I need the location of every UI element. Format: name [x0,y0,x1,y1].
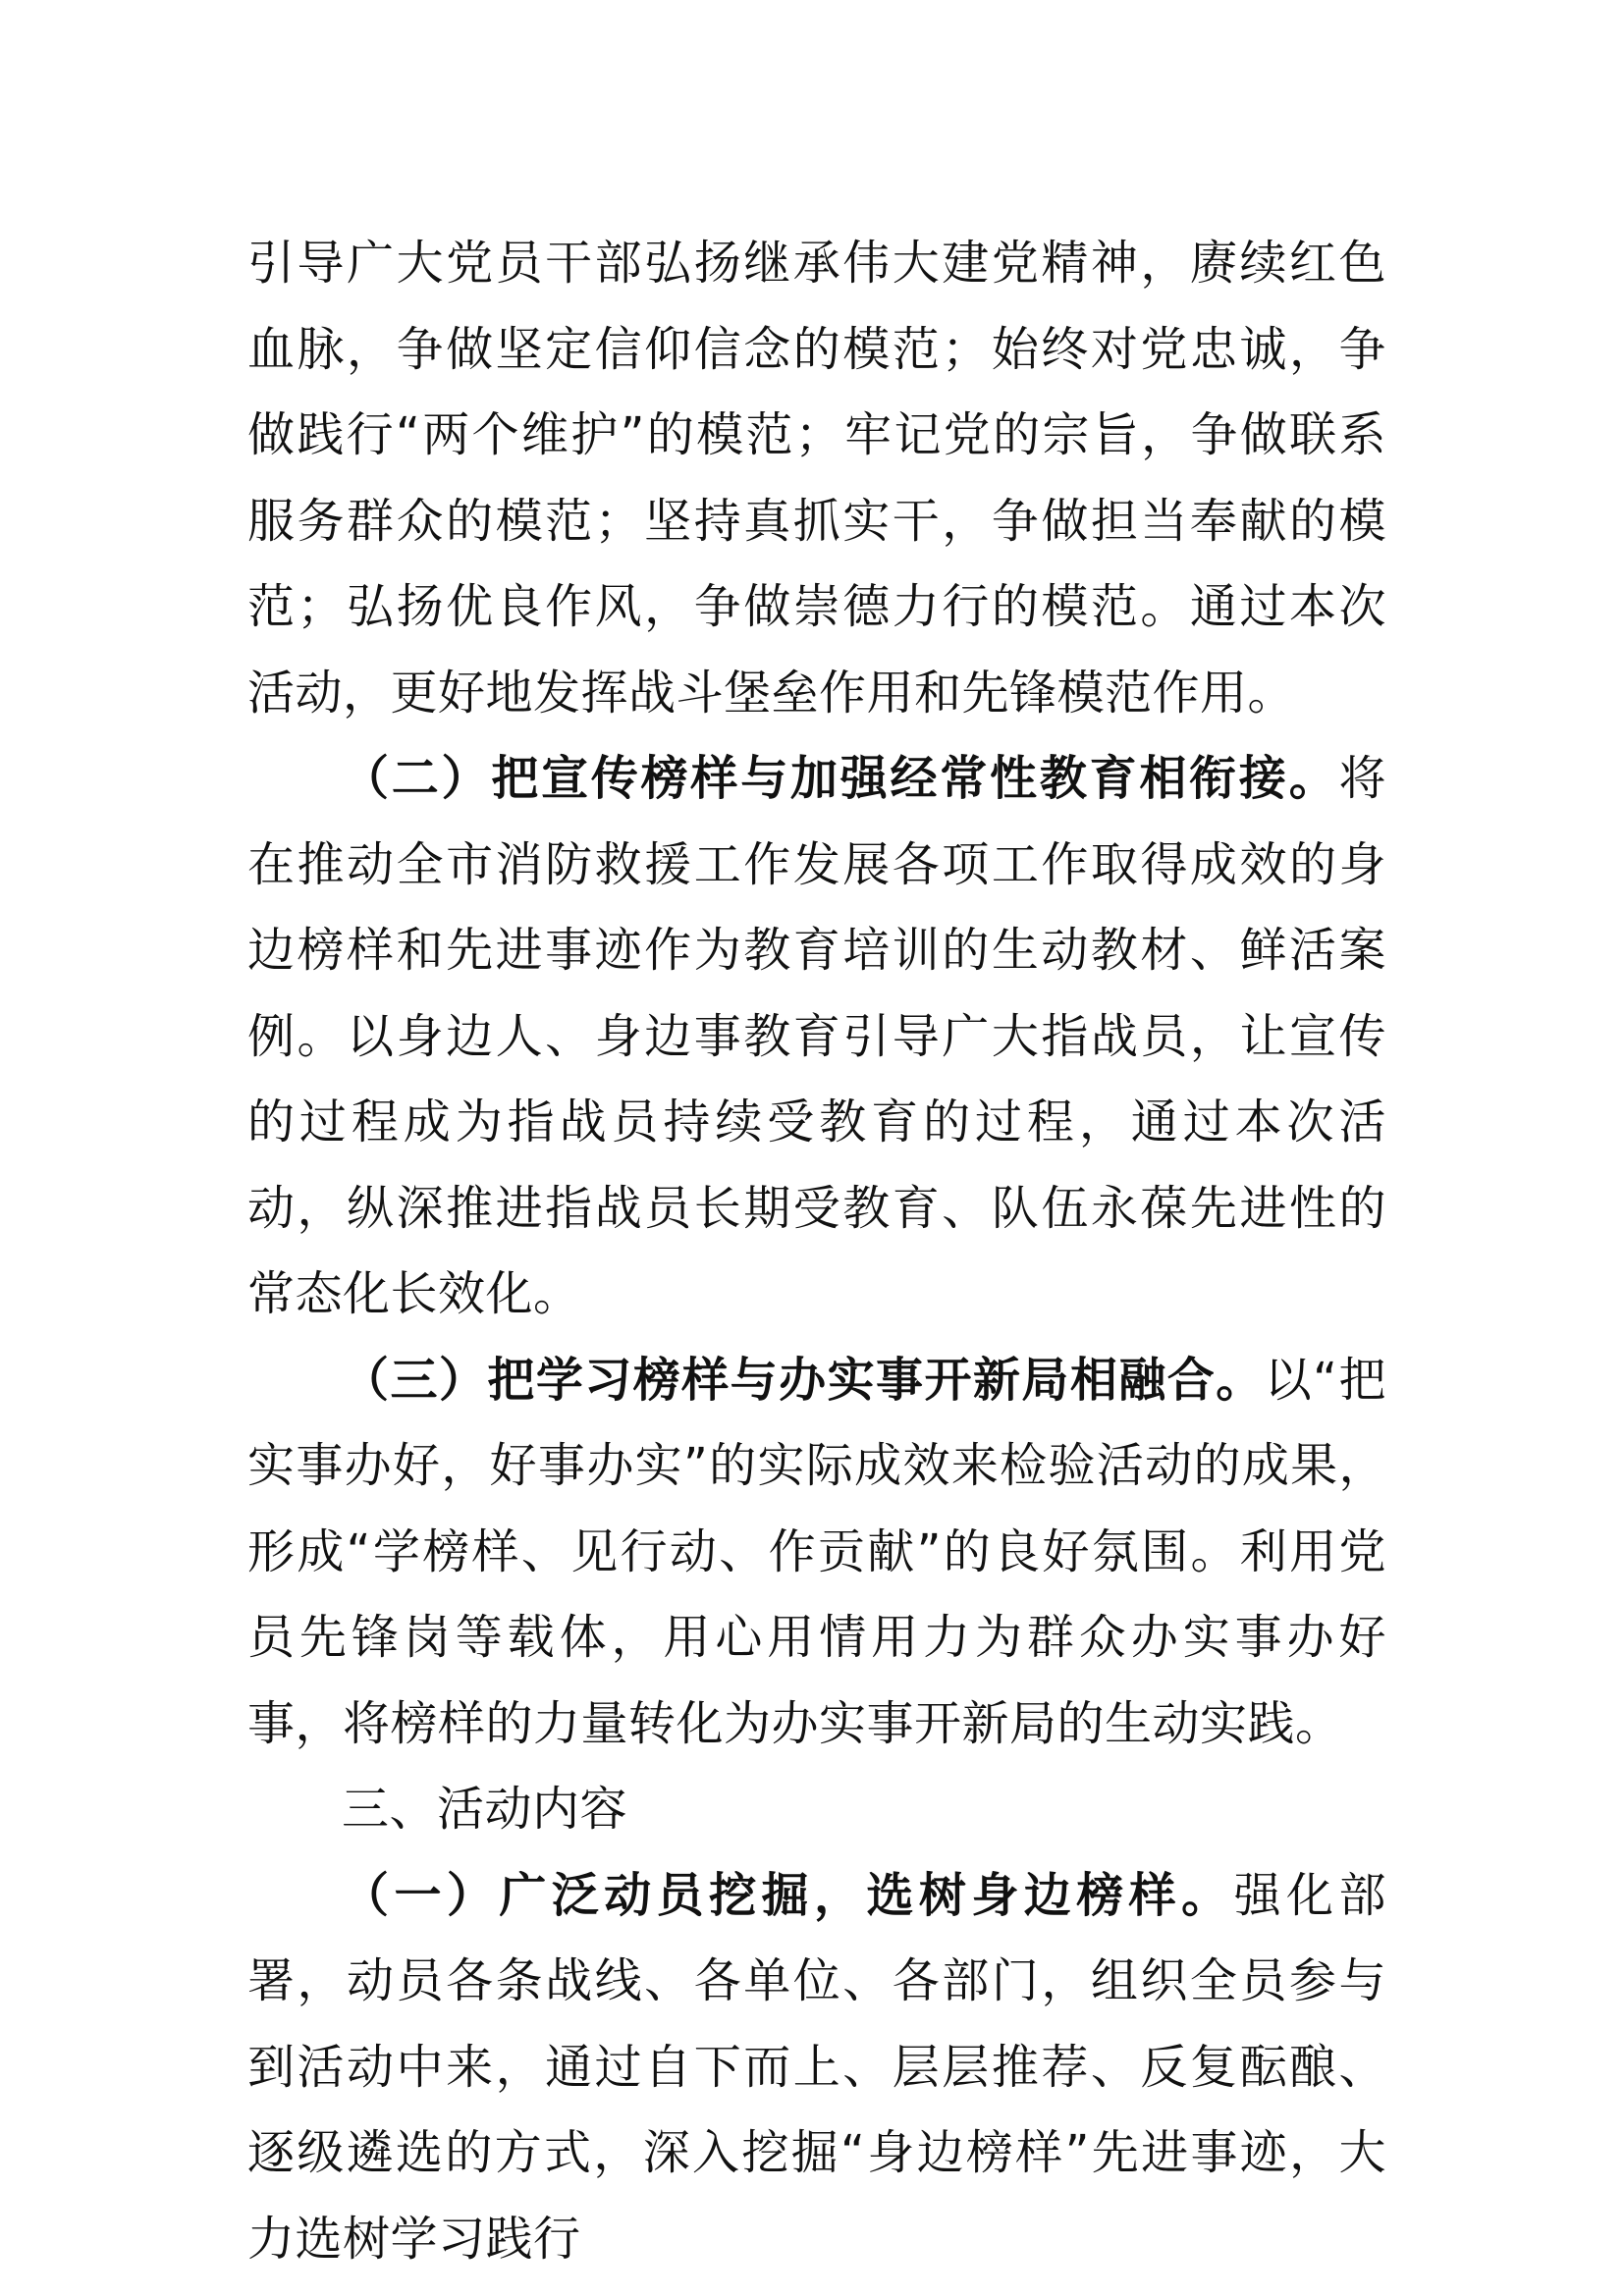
paragraph-text: 将在推动全市消防救援工作发展各项工作取得成效的身边榜样和先进事迹作为教育培训的生动教材、鲜活案例。以身边人、身边事教育引导广大指战员，让宣传的过程成为指战员持续受教育的过程，通过本次活动，纵深推进指战员长期受教育、队伍永葆先进性的常态化长效化。 [247,751,1386,1321]
document-body [247,221,1386,2282]
paragraph-heading-bold: （二）把宣传榜样与加强经常性教育相衔接。 [342,751,1339,806]
paragraph-learning-models [247,1338,1386,1768]
paragraph-mobilize-discover [247,1853,1386,2283]
section-heading-activity-content [247,1767,1386,1853]
paragraph-text: 引导广大党员干部弘扬继承伟大建党精神，赓续红色血脉，争做坚定信仰信念的模范；始终对党忠诚，争做践行“两个维护”的模范；牢记党的宗旨，争做联系服务群众的模范；坚持真抓实干，争做担当奉献的模范；弘扬优良作风，争做崇德力行的模范。通过本次活动，更好地发挥战斗堡垒作用和先锋模范作用。 [247,236,1386,721]
paragraph-continuation [247,221,1386,736]
paragraph-text: 以“把实事办好，好事办实”的实际成效来检验活动的成果，形成“学榜样、见行动、作贡献”的良好氛围。利用党员先锋岗等载体，用心用情用力为群众办实事办好事，将榜样的力量转化为办实事开新局的生动实践。 [247,1352,1386,1751]
paragraph-heading-bold: （三）把学习榜样与办实事开新局相融合。 [342,1352,1265,1408]
paragraph-heading-bold: （一）广泛动员挖掘，选树身边榜样。 [342,1867,1234,1923]
paragraph-publicity-models [247,736,1386,1338]
section-heading-text: 三、活动内容 [342,1782,628,1837]
paragraph-text: 强化部署，动员各条战线、各单位、各部门，组织全员参与到活动中来，通过自下而上、层层推荐、反复酝酿、逐级遴选的方式，深入挖掘“身边榜样”先进事迹，大力选树学习践行 [247,1867,1386,2267]
